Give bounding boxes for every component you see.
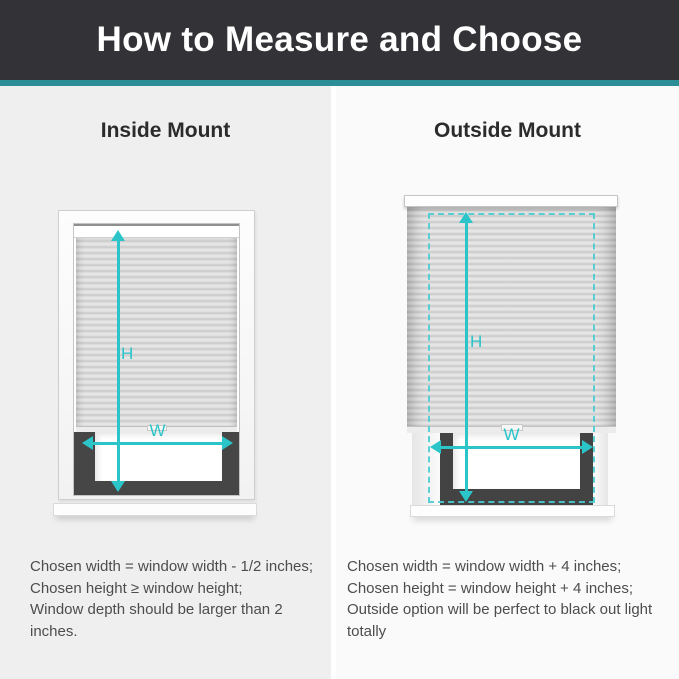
inside-mount-heading: Inside Mount <box>100 119 231 142</box>
inside-shade-headrail <box>74 224 239 238</box>
inside-mount-notes <box>0 556 331 642</box>
inside-cellular-shade <box>76 238 237 432</box>
note-line: Chosen width = window width - 1/2 inches; <box>30 558 314 575</box>
inside-window-frame <box>58 210 255 500</box>
page-title: How to Measure and Choose <box>96 20 583 59</box>
outside-mount-panel <box>336 86 679 679</box>
two-column-layout <box>0 86 679 679</box>
note-line: Window depth should be larger than 2 inches. <box>30 601 283 640</box>
note-line: Chosen height ≥ window height; <box>30 579 243 597</box>
note-line: Chosen width = window width + 4 inches; <box>347 558 622 575</box>
outside-mount-notes <box>336 556 679 642</box>
outside-height-arrow-icon <box>459 212 473 502</box>
outside-width-label: W <box>503 425 520 444</box>
note-line: Chosen height = window height + 4 inches; <box>347 579 634 597</box>
outside-window-sill <box>410 505 615 517</box>
outside-cellular-shade <box>407 207 616 433</box>
inside-window-sill <box>53 503 257 516</box>
header-bar <box>0 0 679 80</box>
inside-window-opening <box>73 223 240 496</box>
outside-height-label: H <box>470 332 483 351</box>
note-line: Outside option will be perfect to black out light totally <box>347 601 653 640</box>
outside-shade-headrail <box>404 195 618 207</box>
outside-window-frame-right <box>593 433 608 505</box>
outside-mount-heading: Outside Mount <box>434 119 581 142</box>
inside-mount-panel <box>0 86 331 679</box>
inside-height-label: H <box>121 344 134 363</box>
inside-width-label: W <box>149 421 166 440</box>
